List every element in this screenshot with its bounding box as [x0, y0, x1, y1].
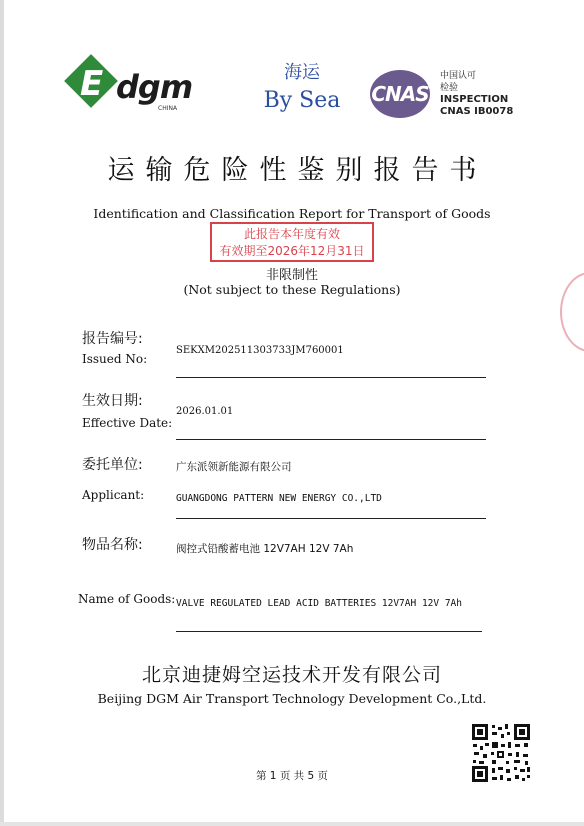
- issuer-name-en: Beijing DGM Air Transport Technology Development Co.,Ltd.: [97, 691, 487, 706]
- validity-stamp-line2: 有效期至2026年12月31日: [219, 244, 365, 258]
- report-no-label-en: Issued No:: [82, 352, 148, 366]
- classification-cn: 非限制性: [265, 268, 318, 283]
- effective-date-label-cn: 生效日期:: [82, 393, 143, 409]
- effective-date-label-en: Effective Date:: [82, 416, 173, 430]
- edgm-logo-sub: CHINA: [158, 105, 178, 112]
- cnas-logo-text: CNAS: [371, 82, 429, 106]
- report-title-cn: 运输危险性鉴别报告书: [107, 155, 488, 186]
- goods-underline: [176, 631, 482, 632]
- effective-date-value: 2026.01.01: [176, 406, 234, 417]
- classification-en: (Not subject to these Regulations): [183, 282, 401, 297]
- report-no-label-cn: 报告编号:: [82, 331, 143, 347]
- transport-mode-cn: 海运: [284, 62, 320, 83]
- report-no-underline: [176, 377, 486, 378]
- report-no-value: SEKXM202511303733JM760001: [176, 345, 344, 356]
- transport-mode-en: By Sea: [263, 88, 341, 113]
- report-title-en: Identification and Classification Report for Transport of Goods: [93, 206, 491, 221]
- page-number: 第 1 页 共 5 页: [255, 770, 329, 782]
- applicant-underline: [176, 518, 486, 519]
- cnas-line: 中国认可: [440, 71, 477, 81]
- cnas-logo: [366, 70, 434, 118]
- goods-label-en: Name of Goods:: [78, 592, 176, 606]
- applicant-label-en: Applicant:: [82, 488, 145, 502]
- validity-stamp-line1: 此报告本年度有效: [243, 227, 340, 241]
- edgm-logo-wordmark: dgm: [116, 68, 193, 106]
- goods-label-cn: 物品名称:: [82, 537, 143, 553]
- edgm-logo: [66, 58, 196, 120]
- applicant-value-en: GUANGDONG PATTERN NEW ENERGY CO.,LTD: [176, 493, 382, 504]
- cnas-line: INSPECTION: [440, 94, 509, 105]
- cnas-accreditation: [440, 70, 513, 118]
- cnas-line: 检验: [440, 83, 459, 93]
- cnas-line: CNAS IB0078: [440, 106, 514, 117]
- applicant-label-cn: 委托单位:: [82, 457, 143, 473]
- goods-value-en: VALVE REGULATED LEAD ACID BATTERIES 12V7AH 12V 7Ah: [176, 598, 462, 609]
- applicant-value-cn: 广东派领新能源有限公司: [176, 461, 292, 473]
- page-edge-bottom: [0, 822, 584, 826]
- edgm-logo-e: E: [80, 64, 104, 104]
- validity-stamp: [210, 222, 374, 262]
- goods-value-cn: 阀控式铅酸蓄电池 12V7AH 12V 7Ah: [176, 543, 354, 555]
- effective-date-underline: [176, 439, 486, 440]
- issuer-name-cn: 北京迪捷姆空运技术开发有限公司: [141, 664, 442, 686]
